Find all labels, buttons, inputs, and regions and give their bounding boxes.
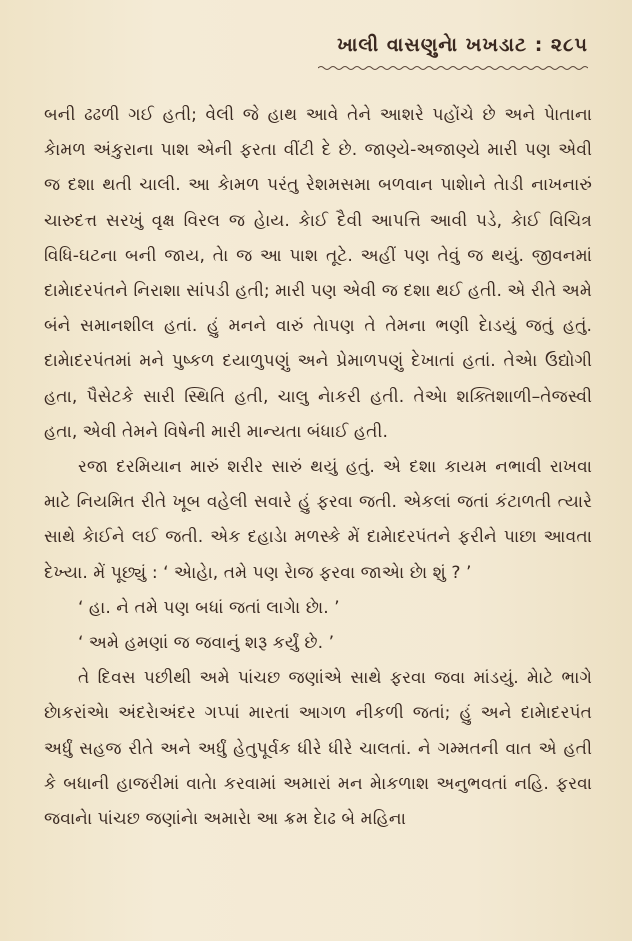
paragraph-3: તે દિવસ પછીથી અમે પાંચછ જણાંએ સાથે ફરવા જવા માંડયું. મેાટે ભાગે છેાકરાંએા અંદરેાઅંદર ગપ્પાં મારતાં આગળ નીકળી જતાં; હું અને દામેાદરપંત અર્ધું સહજ રીતે અને અર્ધું હેતુપૂર્વક ધીરે ધીરે ચાલતાં. ને ગમ્મતની વાત એ હતી કે બધાની હાજરીમાં વાતેા કરવામાં અમારાં મન મેાકળાશ અનુભવતાં નહિ. ફરવા જવાનેા પાંચછ જણાંનેા અમારેા આ ક્રમ દેાઢ બે મહિના <box>44 668 593 830</box>
paragraph-2: રજા દરમિયાન મારું શરીર સારું થયું હતું. એ દશા કાયમ નભાવી રાખવા માટે નિયમિત રીતે ખૂબ વહેલી સવારે હું ફરવા જતી. એકલાં જતાં કંટાળતી ત્યારે સાથે કેાઈને લઈ જતી. એક દહાડેા મળસ્કે મેં દામેાદરપંતને ફરીને પાછા આવતા દેખ્યા. મેં પૂછ્યું : ‘ એાહેા, તમે પણ રેાજ ફરવા જાએા છેા શું ? ’ <box>44 457 592 583</box>
dialogue-line-2: ‘ અમે હમણાં જ જવાનું શરૂ કર્યું છે. ’ <box>78 633 335 654</box>
dialogue-line-1: ‘ હા. ને તમે પણ બધાં જતાં લાગેા છેા. ’ <box>78 597 340 618</box>
running-head: ખાલી વાસણુનેા ખખડાટ : ૨૮૫ <box>337 34 588 56</box>
page-header <box>318 34 588 75</box>
paragraph-1: બની ઢઢળી ગઈ હતી; વેલી જે હાથ આવે તેને આશરે પહોંચે છે અને પેાતાના કેામળ અંકુરાના પાશ એની ફરતા વીંટી દે છે. જાણ્યે-અજાણ્યે મારી પણ એવી જ દશા થતી ચાલી. આ કેામળ પરંતુ રેશમસમા બળવાન પાશેાને તેાડી નાખનારું ચારુદત્ત સરખું વૃક્ષ વિરલ જ હેાય. કેાઈ દૈવી આપત્તિ આવી પડે, કેાઈ વિચિત્ર વિધિ-ઘટના બની જાય, તેા જ આ પાશ તૂટે. અહીં પણ તેવું જ થયું. જીવનમાં દામેાદરપંતને નિરાશા સાંપડી હતી; મારી પણ એવી જ દશા થઈ હતી. એ રીતે અમે બંને સમાનશીલ હતાં. હું મનને વારું તેાપણ તે તેમના ભણી દેાડયું જતું હતું. દામેાદરપંતમાં મને પુષ્કળ દયાળુપણું અને પ્રેમાળપણું દેખાતાં હતાં. તેએા ઉદ્યોગી હતા, પૈસેટકે સારી સ્થિતિ હતી, ચાલુ નેાકરી હતી. તેએા શક્તિશાળી–તેજસ્વી હતા, એવી તેમને વિષેની મારી માન્યતા બંધાઈ હતી. <box>44 105 592 442</box>
body-text <box>44 98 592 837</box>
wavy-underline <box>318 65 588 71</box>
